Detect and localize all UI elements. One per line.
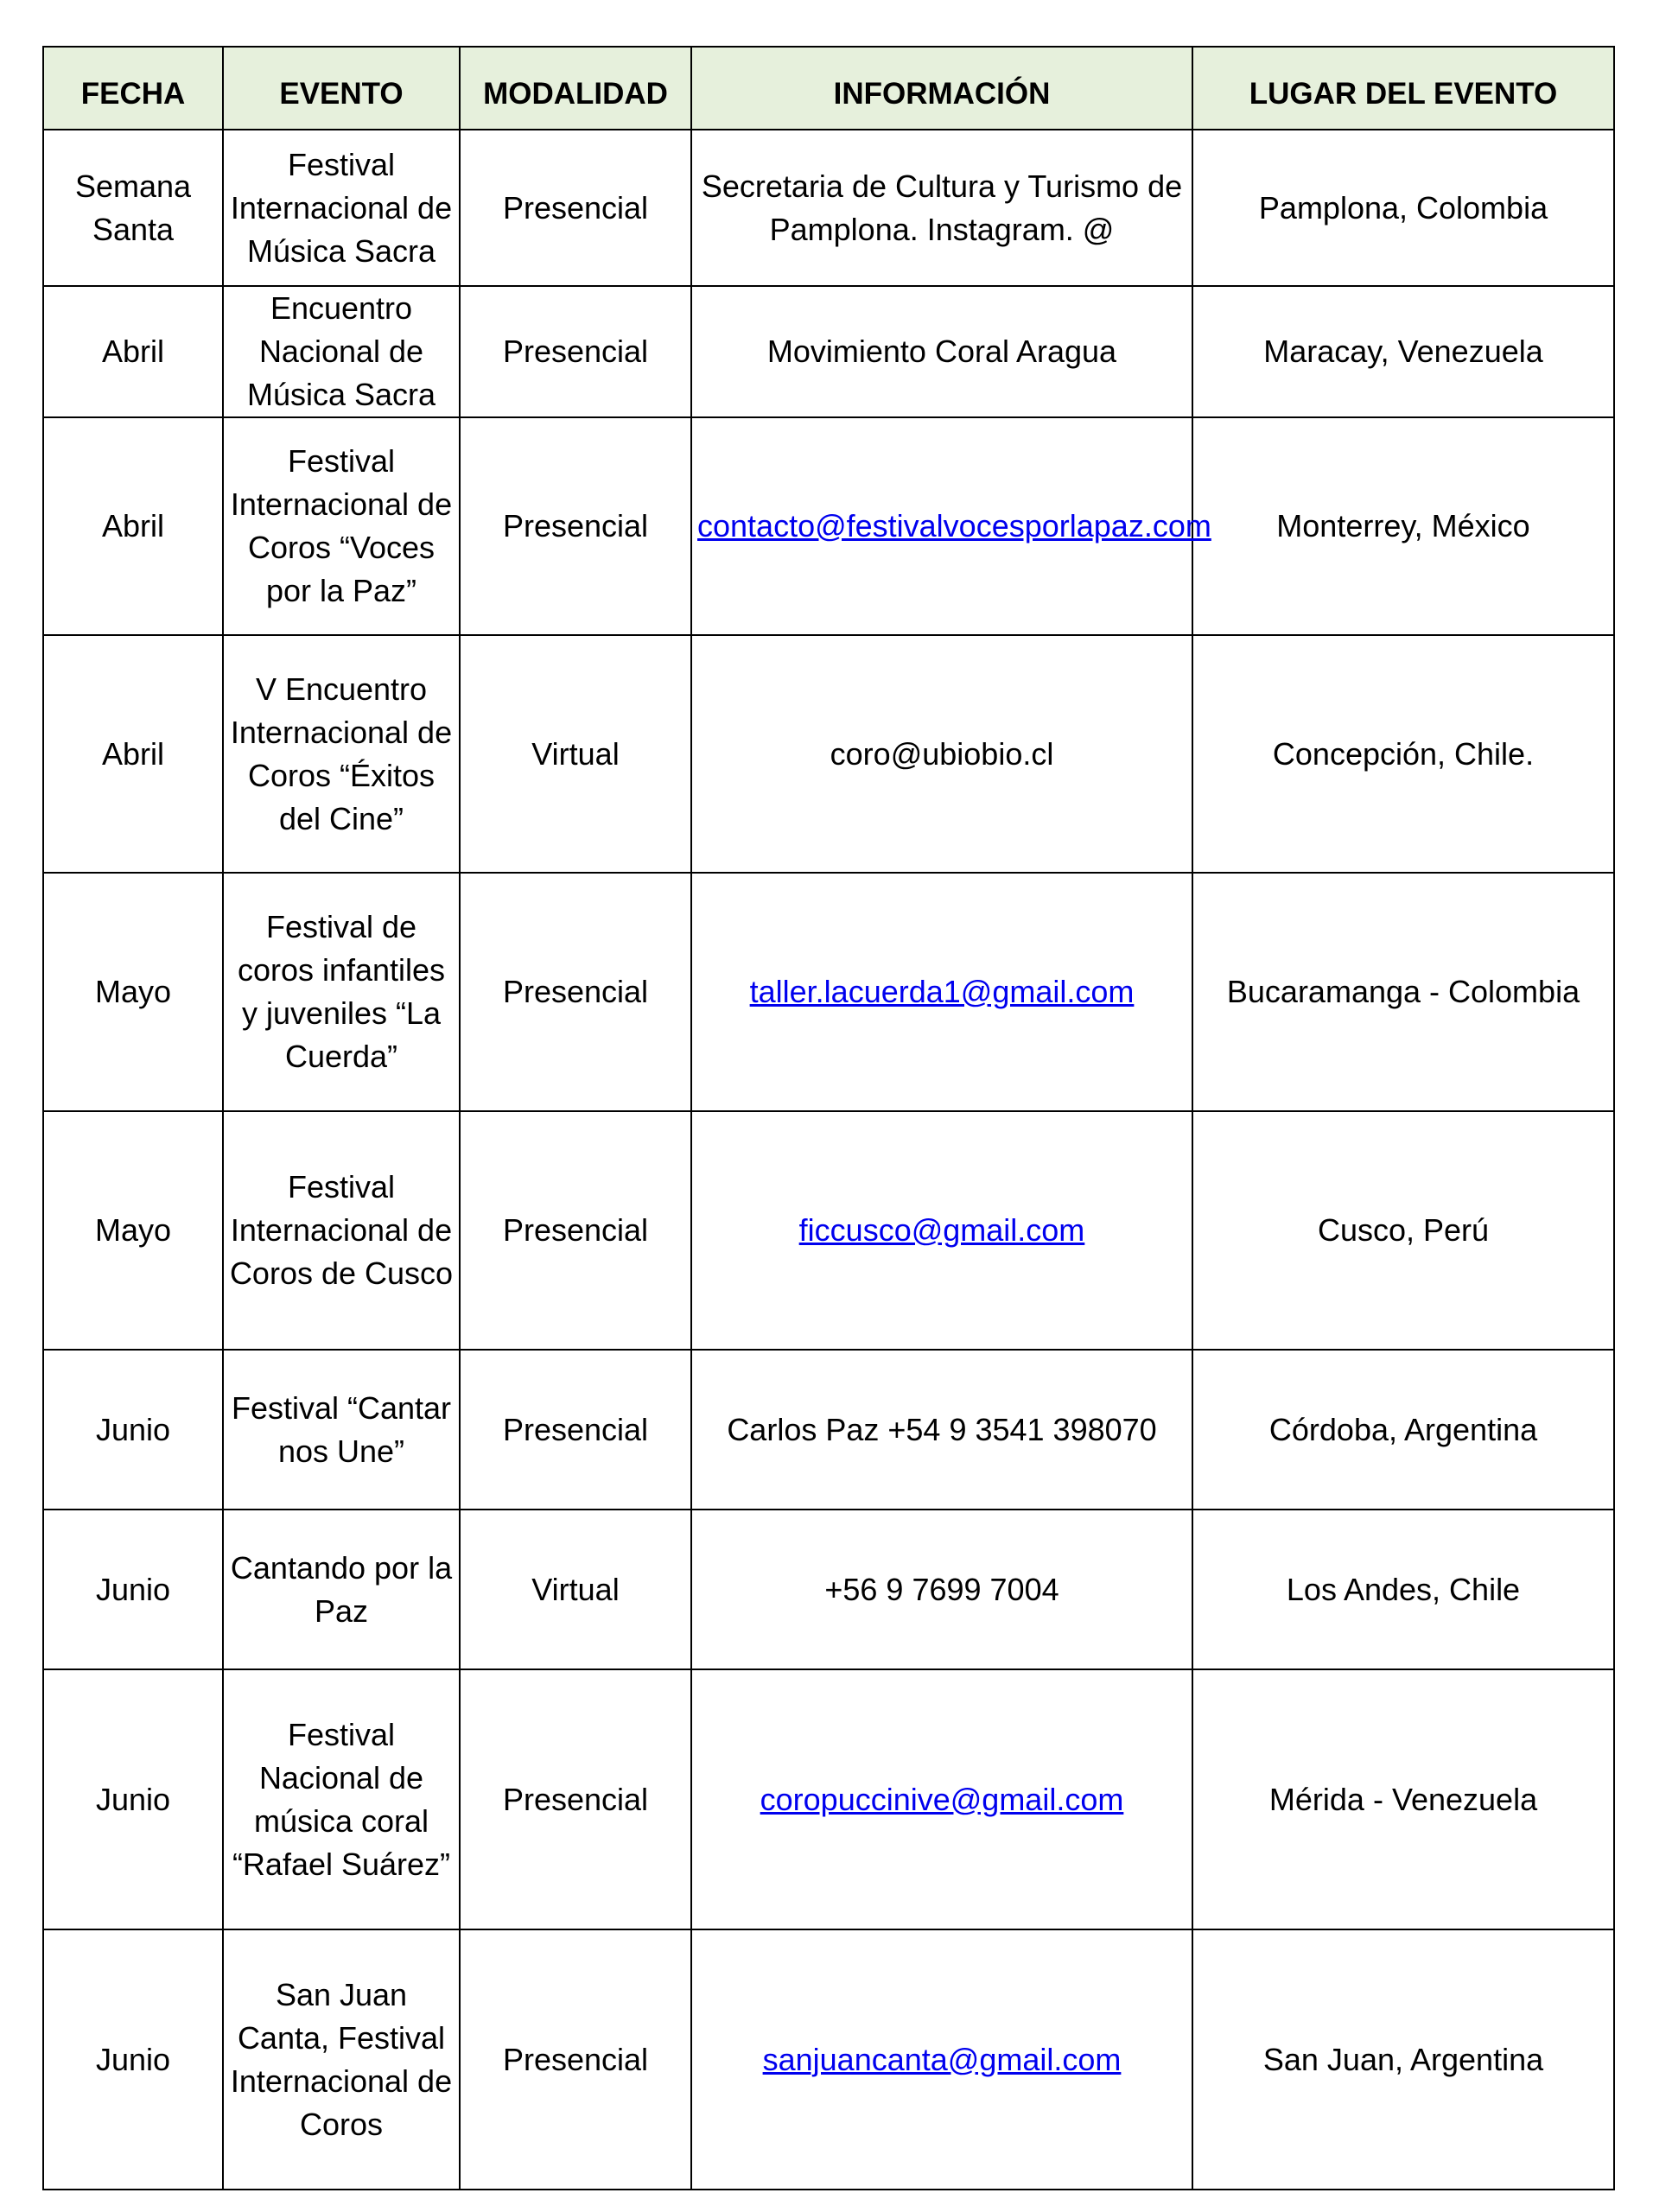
cell-evento: Festival Nacional de música coral “Rafael Suárez” (223, 1669, 460, 1929)
cell-evento: Festival Internacional de Música Sacra (223, 130, 460, 286)
cell-lugar: Maracay, Venezuela (1192, 286, 1614, 417)
cell-modalidad: Presencial (460, 1929, 691, 2190)
cell-evento: Festival Internacional de Coros de Cusco (223, 1111, 460, 1350)
cell-lugar: Córdoba, Argentina (1192, 1350, 1614, 1510)
events-table (42, 46, 1615, 2190)
cell-evento: Festival de coros infantiles y juveniles “La Cuerda” (223, 873, 460, 1111)
table-row (43, 130, 1614, 286)
cell-modalidad: Presencial (460, 286, 691, 417)
cell-informacion (691, 873, 1192, 1111)
cell-fecha: Junio (43, 1510, 223, 1669)
header-evento: EVENTO (223, 47, 460, 130)
cell-informacion (691, 1669, 1192, 1929)
cell-evento: Festival “Cantar nos Une” (223, 1350, 460, 1510)
cell-fecha: Junio (43, 1350, 223, 1510)
cell-informacion: +56 9 7699 7004 (691, 1510, 1192, 1669)
cell-lugar: Bucaramanga - Colombia (1192, 873, 1614, 1111)
cell-evento: Cantando por la Paz (223, 1510, 460, 1669)
table-row (43, 1350, 1614, 1510)
header-lugar: LUGAR DEL EVENTO (1192, 47, 1614, 130)
cell-evento: San Juan Canta, Festival Internacional de Coros (223, 1929, 460, 2190)
cell-lugar: Pamplona, Colombia (1192, 130, 1614, 286)
cell-fecha: Abril (43, 417, 223, 635)
cell-fecha: Junio (43, 1929, 223, 2190)
header-fecha: FECHA (43, 47, 223, 130)
cell-lugar: San Juan, Argentina (1192, 1929, 1614, 2190)
cell-fecha: Semana Santa (43, 130, 223, 286)
table-row (43, 1669, 1614, 1929)
cell-lugar: Mérida - Venezuela (1192, 1669, 1614, 1929)
cell-modalidad: Virtual (460, 635, 691, 873)
cell-modalidad: Presencial (460, 1350, 691, 1510)
cell-evento: V Encuentro Internacional de Coros “Éxitos del Cine” (223, 635, 460, 873)
cell-lugar: Cusco, Perú (1192, 1111, 1614, 1350)
table-row (43, 1929, 1614, 2190)
cell-modalidad: Presencial (460, 130, 691, 286)
cell-modalidad: Presencial (460, 1111, 691, 1350)
email-link[interactable]: taller.lacuerda1@gmail.com (749, 974, 1135, 1009)
header-modalidad: MODALIDAD (460, 47, 691, 130)
cell-evento: Encuentro Nacional de Música Sacra (223, 286, 460, 417)
cell-informacion: Secretaria de Cultura y Turismo de Pamplona. Instagram. @ (691, 130, 1192, 286)
table-row (43, 286, 1614, 417)
cell-modalidad: Presencial (460, 873, 691, 1111)
cell-lugar: Monterrey, México (1192, 417, 1614, 635)
table-body (43, 130, 1614, 2190)
email-link[interactable]: contacto@festivalvocesporlapaz.com (697, 508, 1211, 543)
table-row (43, 1510, 1614, 1669)
cell-informacion (691, 1929, 1192, 2190)
cell-modalidad: Virtual (460, 1510, 691, 1669)
cell-modalidad: Presencial (460, 417, 691, 635)
header-row (43, 47, 1614, 130)
table-row (43, 873, 1614, 1111)
header-informacion: INFORMACIÓN (691, 47, 1192, 130)
cell-fecha: Junio (43, 1669, 223, 1929)
email-link[interactable]: sanjuancanta@gmail.com (762, 2041, 1122, 2077)
cell-informacion: Movimiento Coral Aragua (691, 286, 1192, 417)
cell-fecha: Mayo (43, 1111, 223, 1350)
cell-lugar: Los Andes, Chile (1192, 1510, 1614, 1669)
cell-informacion (691, 417, 1211, 635)
cell-evento: Festival Internacional de Coros “Voces por la Paz” (223, 417, 460, 635)
cell-informacion (691, 1111, 1192, 1350)
cell-fecha: Mayo (43, 873, 223, 1111)
cell-informacion: Carlos Paz +54 9 3541 398070 (691, 1350, 1192, 1510)
cell-lugar: Concepción, Chile. (1192, 635, 1614, 873)
cell-modalidad: Presencial (460, 1669, 691, 1929)
email-link[interactable]: ficcusco@gmail.com (798, 1212, 1085, 1248)
cell-informacion: coro@ubiobio.cl (691, 635, 1192, 873)
cell-fecha: Abril (43, 286, 223, 417)
cell-fecha: Abril (43, 635, 223, 873)
table-row (43, 1111, 1614, 1350)
table-row (43, 635, 1614, 873)
email-link[interactable]: coropuccinive@gmail.com (760, 1781, 1124, 1817)
table-row (43, 417, 1614, 635)
